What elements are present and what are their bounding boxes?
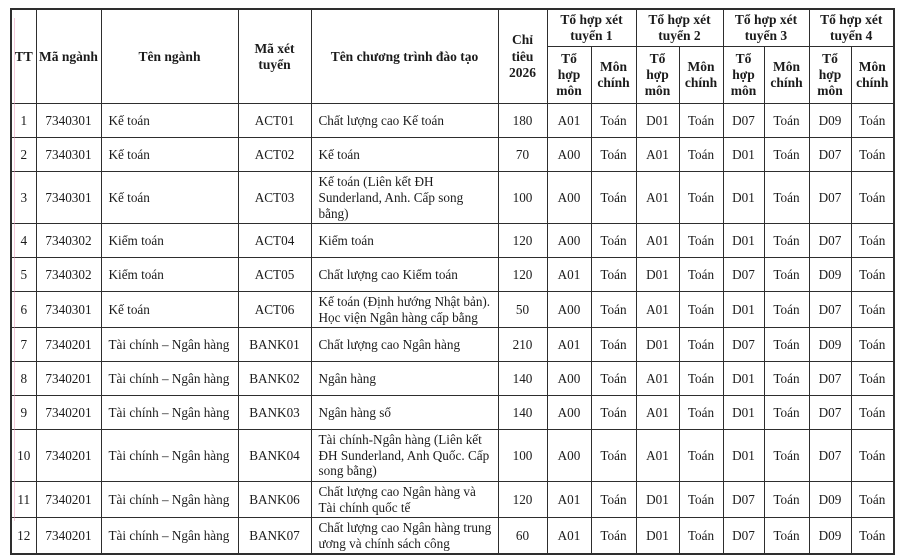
cell-combo-code: D01 bbox=[636, 328, 679, 362]
cell-combo-main-subject: Toán bbox=[851, 482, 894, 518]
cell-combo-main-subject: Toán bbox=[851, 328, 894, 362]
cell-admission-code: ACT06 bbox=[238, 292, 311, 328]
cell-program-name: Chất lượng cao Ngân hàng trung ương và chính sách công bbox=[311, 518, 498, 555]
cell-combo-main-subject: Toán bbox=[591, 258, 636, 292]
cell-tt: 1 bbox=[11, 104, 36, 138]
cell-combo-main-subject: Toán bbox=[764, 258, 809, 292]
cell-program-name: Ngân hàng số bbox=[311, 396, 498, 430]
cell-combo-code: D07 bbox=[723, 518, 764, 555]
cell-combo-code: A00 bbox=[547, 430, 591, 482]
cell-combo-main-subject: Toán bbox=[679, 104, 723, 138]
cell-combo-main-subject: Toán bbox=[851, 430, 894, 482]
header-admission-code: Mã xét tuyển bbox=[238, 9, 311, 104]
cell-combo-code: D07 bbox=[723, 104, 764, 138]
cell-major-code: 7340201 bbox=[36, 328, 101, 362]
subheader-combo-subjects-4: Tổ hợp môn bbox=[809, 47, 851, 104]
subheader-main-subject-3: Môn chính bbox=[764, 47, 809, 104]
cell-major-name: Kế toán bbox=[101, 172, 238, 224]
cell-combo-code: A01 bbox=[636, 430, 679, 482]
cell-program-name: Kế toán (Định hướng Nhật bản). Học viện Ngân hàng cấp bằng bbox=[311, 292, 498, 328]
cell-combo-main-subject: Toán bbox=[764, 292, 809, 328]
cell-tt: 8 bbox=[11, 362, 36, 396]
cell-combo-main-subject: Toán bbox=[679, 172, 723, 224]
cell-combo-code: A01 bbox=[636, 138, 679, 172]
cell-admission-code: ACT01 bbox=[238, 104, 311, 138]
cell-quota: 60 bbox=[498, 518, 547, 555]
header-quota-2026: Chỉ tiêu 2026 bbox=[498, 9, 547, 104]
cell-combo-code: D07 bbox=[809, 292, 851, 328]
cell-combo-code: A00 bbox=[547, 138, 591, 172]
cell-admission-code: ACT05 bbox=[238, 258, 311, 292]
cell-combo-code: A01 bbox=[547, 328, 591, 362]
cell-combo-main-subject: Toán bbox=[851, 258, 894, 292]
cell-combo-code: A01 bbox=[636, 362, 679, 396]
cell-combo-main-subject: Toán bbox=[764, 518, 809, 555]
cell-combo-main-subject: Toán bbox=[851, 104, 894, 138]
cell-major-name: Kiểm toán bbox=[101, 258, 238, 292]
cell-combo-code: D01 bbox=[723, 138, 764, 172]
cell-combo-main-subject: Toán bbox=[764, 172, 809, 224]
table-row bbox=[11, 482, 894, 518]
admissions-table bbox=[10, 8, 895, 555]
cell-combo-code: D01 bbox=[723, 396, 764, 430]
cell-combo-main-subject: Toán bbox=[764, 482, 809, 518]
cell-major-name: Tài chính – Ngân hàng bbox=[101, 396, 238, 430]
cell-combo-code: D09 bbox=[809, 328, 851, 362]
cell-combo-main-subject: Toán bbox=[591, 362, 636, 396]
cell-quota: 120 bbox=[498, 482, 547, 518]
cell-tt: 6 bbox=[11, 292, 36, 328]
cell-combo-main-subject: Toán bbox=[679, 328, 723, 362]
cell-combo-code: D07 bbox=[809, 172, 851, 224]
cell-combo-main-subject: Toán bbox=[851, 292, 894, 328]
cell-major-code: 7340201 bbox=[36, 362, 101, 396]
cell-combo-code: D01 bbox=[636, 482, 679, 518]
cell-combo-main-subject: Toán bbox=[591, 482, 636, 518]
table-row bbox=[11, 292, 894, 328]
cell-quota: 100 bbox=[498, 172, 547, 224]
cell-combo-code: D07 bbox=[809, 430, 851, 482]
cell-combo-code: D01 bbox=[636, 104, 679, 138]
cell-combo-code: A01 bbox=[636, 224, 679, 258]
cell-major-code: 7340201 bbox=[36, 482, 101, 518]
header-major-code: Mã ngành bbox=[36, 9, 101, 104]
cell-combo-code: A00 bbox=[547, 292, 591, 328]
subheader-combo-subjects-1: Tổ hợp môn bbox=[547, 47, 591, 104]
cell-admission-code: BANK03 bbox=[238, 396, 311, 430]
cell-major-code: 7340301 bbox=[36, 172, 101, 224]
cell-combo-code: A00 bbox=[547, 172, 591, 224]
cell-admission-code: BANK07 bbox=[238, 518, 311, 555]
cell-tt: 7 bbox=[11, 328, 36, 362]
cell-combo-main-subject: Toán bbox=[851, 518, 894, 555]
cell-major-code: 7340301 bbox=[36, 138, 101, 172]
cell-major-name: Tài chính – Ngân hàng bbox=[101, 362, 238, 396]
cell-major-code: 7340301 bbox=[36, 104, 101, 138]
cell-major-name: Tài chính – Ngân hàng bbox=[101, 430, 238, 482]
cell-combo-code: D09 bbox=[809, 482, 851, 518]
table-row bbox=[11, 396, 894, 430]
cell-admission-code: BANK04 bbox=[238, 430, 311, 482]
cell-program-name: Kế toán bbox=[311, 138, 498, 172]
cell-program-name: Kiểm toán bbox=[311, 224, 498, 258]
cell-major-code: 7340201 bbox=[36, 518, 101, 555]
table-row bbox=[11, 138, 894, 172]
cell-combo-code: D09 bbox=[809, 104, 851, 138]
cell-combo-main-subject: Toán bbox=[591, 292, 636, 328]
cell-combo-code: D07 bbox=[723, 258, 764, 292]
cell-combo-code: D01 bbox=[723, 172, 764, 224]
cell-program-name: Tài chính-Ngân hàng (Liên kết ĐH Sunderland, Anh Quốc. Cấp song bằng) bbox=[311, 430, 498, 482]
cell-tt: 5 bbox=[11, 258, 36, 292]
cell-combo-code: A01 bbox=[636, 396, 679, 430]
cell-combo-main-subject: Toán bbox=[679, 224, 723, 258]
cell-combo-main-subject: Toán bbox=[679, 518, 723, 555]
cell-major-code: 7340302 bbox=[36, 258, 101, 292]
cell-combo-code: D01 bbox=[723, 362, 764, 396]
cell-quota: 100 bbox=[498, 430, 547, 482]
cell-tt: 2 bbox=[11, 138, 36, 172]
cell-combo-code: A01 bbox=[547, 482, 591, 518]
cell-combo-main-subject: Toán bbox=[591, 138, 636, 172]
cell-combo-code: D09 bbox=[809, 518, 851, 555]
cell-combo-main-subject: Toán bbox=[591, 104, 636, 138]
cell-admission-code: ACT03 bbox=[238, 172, 311, 224]
cell-combo-code: D07 bbox=[723, 482, 764, 518]
table-header bbox=[11, 9, 894, 104]
cell-combo-main-subject: Toán bbox=[591, 328, 636, 362]
subheader-main-subject-4: Môn chính bbox=[851, 47, 894, 104]
cell-major-name: Kiểm toán bbox=[101, 224, 238, 258]
cell-combo-code: A00 bbox=[547, 362, 591, 396]
cell-admission-code: ACT04 bbox=[238, 224, 311, 258]
header-tt: TT bbox=[11, 9, 36, 104]
cell-admission-code: BANK01 bbox=[238, 328, 311, 362]
cell-program-name: Chất lượng cao Kiểm toán bbox=[311, 258, 498, 292]
header-combo-group-2: Tổ hợp xét tuyển 2 bbox=[636, 9, 723, 47]
cell-major-name: Tài chính – Ngân hàng bbox=[101, 482, 238, 518]
cell-combo-main-subject: Toán bbox=[764, 430, 809, 482]
header-major-name: Tên ngành bbox=[101, 9, 238, 104]
cell-combo-main-subject: Toán bbox=[851, 224, 894, 258]
header-program-name: Tên chương trình đào tạo bbox=[311, 9, 498, 104]
cropped-text-remnant bbox=[96, 0, 516, 4]
cell-program-name: Ngân hàng bbox=[311, 362, 498, 396]
cell-quota: 120 bbox=[498, 224, 547, 258]
cell-combo-code: A01 bbox=[547, 258, 591, 292]
cell-combo-main-subject: Toán bbox=[591, 172, 636, 224]
subheader-combo-subjects-2: Tổ hợp môn bbox=[636, 47, 679, 104]
cell-major-code: 7340302 bbox=[36, 224, 101, 258]
cell-quota: 210 bbox=[498, 328, 547, 362]
header-combo-group-1: Tổ hợp xét tuyển 1 bbox=[547, 9, 636, 47]
cell-admission-code: BANK06 bbox=[238, 482, 311, 518]
cell-tt: 10 bbox=[11, 430, 36, 482]
cell-combo-main-subject: Toán bbox=[764, 224, 809, 258]
cell-combo-code: D01 bbox=[723, 430, 764, 482]
cell-quota: 140 bbox=[498, 362, 547, 396]
cell-combo-code: D01 bbox=[636, 518, 679, 555]
cell-combo-main-subject: Toán bbox=[764, 138, 809, 172]
cell-combo-code: D07 bbox=[723, 328, 764, 362]
cell-combo-code: D07 bbox=[809, 138, 851, 172]
cell-combo-code: D07 bbox=[809, 396, 851, 430]
cell-tt: 4 bbox=[11, 224, 36, 258]
table-row bbox=[11, 430, 894, 482]
table-body bbox=[11, 104, 894, 554]
subheader-combo-subjects-3: Tổ hợp môn bbox=[723, 47, 764, 104]
table-row bbox=[11, 328, 894, 362]
header-combo-group-3: Tổ hợp xét tuyển 3 bbox=[723, 9, 809, 47]
cell-combo-code: A00 bbox=[547, 224, 591, 258]
cell-combo-code: A01 bbox=[547, 104, 591, 138]
cell-combo-code: A01 bbox=[636, 292, 679, 328]
header-row-top bbox=[11, 9, 894, 47]
cell-combo-code: D01 bbox=[723, 292, 764, 328]
cell-combo-main-subject: Toán bbox=[679, 482, 723, 518]
cell-combo-main-subject: Toán bbox=[591, 396, 636, 430]
cell-tt: 12 bbox=[11, 518, 36, 555]
cell-major-name: Kế toán bbox=[101, 138, 238, 172]
cell-combo-main-subject: Toán bbox=[679, 396, 723, 430]
cell-combo-code: A01 bbox=[636, 172, 679, 224]
cell-combo-main-subject: Toán bbox=[851, 362, 894, 396]
cell-admission-code: BANK02 bbox=[238, 362, 311, 396]
cell-combo-main-subject: Toán bbox=[591, 430, 636, 482]
cell-tt: 9 bbox=[11, 396, 36, 430]
cell-major-code: 7340201 bbox=[36, 396, 101, 430]
cell-combo-main-subject: Toán bbox=[679, 258, 723, 292]
cell-program-name: Chất lượng cao Kế toán bbox=[311, 104, 498, 138]
table-row bbox=[11, 518, 894, 555]
table-row bbox=[11, 362, 894, 396]
cell-tt: 3 bbox=[11, 172, 36, 224]
cell-combo-main-subject: Toán bbox=[679, 430, 723, 482]
cell-combo-main-subject: Toán bbox=[679, 292, 723, 328]
table-row bbox=[11, 258, 894, 292]
subheader-main-subject-2: Môn chính bbox=[679, 47, 723, 104]
cell-combo-code: D01 bbox=[723, 224, 764, 258]
cell-combo-main-subject: Toán bbox=[764, 396, 809, 430]
cell-combo-main-subject: Toán bbox=[679, 138, 723, 172]
table-row bbox=[11, 104, 894, 138]
cell-program-name: Chất lượng cao Ngân hàng và Tài chính quốc tế bbox=[311, 482, 498, 518]
cell-quota: 50 bbox=[498, 292, 547, 328]
cell-program-name: Chất lượng cao Ngân hàng bbox=[311, 328, 498, 362]
cell-combo-main-subject: Toán bbox=[764, 104, 809, 138]
cell-quota: 140 bbox=[498, 396, 547, 430]
subheader-main-subject-1: Môn chính bbox=[591, 47, 636, 104]
cell-quota: 120 bbox=[498, 258, 547, 292]
cell-combo-main-subject: Toán bbox=[851, 172, 894, 224]
table-row bbox=[11, 172, 894, 224]
cell-major-code: 7340201 bbox=[36, 430, 101, 482]
cell-combo-main-subject: Toán bbox=[591, 224, 636, 258]
cell-combo-code: A00 bbox=[547, 396, 591, 430]
cell-combo-main-subject: Toán bbox=[851, 396, 894, 430]
cell-major-code: 7340301 bbox=[36, 292, 101, 328]
cell-combo-code: D09 bbox=[809, 258, 851, 292]
cell-combo-code: D01 bbox=[636, 258, 679, 292]
header-combo-group-4: Tổ hợp xét tuyển 4 bbox=[809, 9, 894, 47]
cell-major-name: Kế toán bbox=[101, 104, 238, 138]
cell-combo-main-subject: Toán bbox=[764, 328, 809, 362]
cell-major-name: Tài chính – Ngân hàng bbox=[101, 328, 238, 362]
cell-program-name: Kế toán (Liên kết ĐH Sunderland, Anh. Cấp song bằng) bbox=[311, 172, 498, 224]
cell-combo-main-subject: Toán bbox=[851, 138, 894, 172]
cell-combo-main-subject: Toán bbox=[591, 518, 636, 555]
cell-admission-code: ACT02 bbox=[238, 138, 311, 172]
cell-combo-code: A01 bbox=[547, 518, 591, 555]
cell-major-name: Tài chính – Ngân hàng bbox=[101, 518, 238, 555]
cell-quota: 180 bbox=[498, 104, 547, 138]
scan-margin-line bbox=[14, 18, 15, 521]
cell-combo-main-subject: Toán bbox=[764, 362, 809, 396]
table-row bbox=[11, 224, 894, 258]
cell-major-name: Kế toán bbox=[101, 292, 238, 328]
cell-combo-main-subject: Toán bbox=[679, 362, 723, 396]
cell-tt: 11 bbox=[11, 482, 36, 518]
cell-combo-code: D07 bbox=[809, 224, 851, 258]
cell-combo-code: D07 bbox=[809, 362, 851, 396]
cell-quota: 70 bbox=[498, 138, 547, 172]
